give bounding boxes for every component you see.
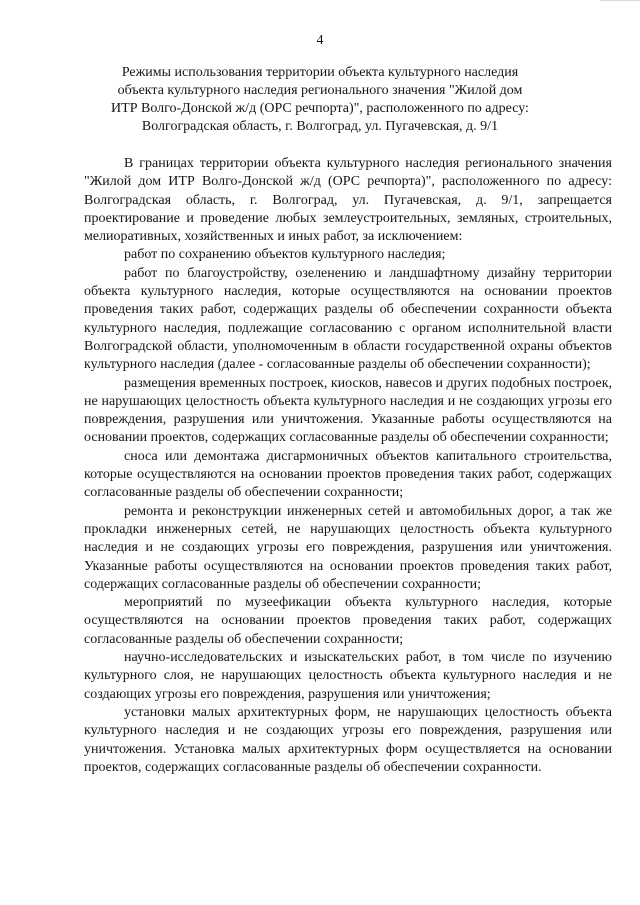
paragraph-item-temporary-buildings: размещения временных построек, киосков, навесов и других подобных построек, не нарушающих целостность объекта культурного наследия и не создающих угрозы его повреждения, разрушения или уничтожения. Указанные работы осуществляются на основании проектов, содержащих согласованные разделы об обеспечении сохранности; [84, 375, 612, 446]
paragraph-item-networks-roads: ремонта и реконструкции инженерных сетей и автомобильных дорог, а так же прокладки инженерных сетей, не нарушающих целостность объекта культурного наследия и не создающих угрозы его повреждения, разрушения или уничтожения. Указанные работы осуществляются на основании проектов проведения таких работ, содержащих согласованные разделы об обеспечении сохранности; [84, 503, 612, 592]
paragraph-item-museumification: мероприятий по музеефикации объекта культурного наследия, которые осуществляются на основании проектов проведения таких работ, содержащих согласованные разделы об обеспечении сохранности; [84, 595, 612, 647]
scan-edge-mark [600, 0, 640, 7]
paragraph-item-small-forms: установки малых архитектурных форм, не нарушающих целостность объекта культурного наследия и не создающих угрозы его повреждения, разрушения или уничтожения. Установка малых архитектурных форм осуществляется на основании проектов, содержащих согласованные разделы об обеспечении сохранности. [84, 704, 612, 775]
paragraph-item-landscaping: работ по благоустройству, озеленению и ландшафтному дизайну территории объекта культурного наследия, которые осуществляются на основании проектов проведения таких работ, содержащих разделы об обеспечении сохранности объекта культурного наследия, подлежащие согласованию с органом исполнительной власти Волгоградской области, уполномоченным в области государственной охраны объектов культурного наследия (далее - согласованные разделы об обеспечении сохранности); [84, 265, 612, 373]
page-number: 4 [316, 33, 324, 48]
document-body [84, 155, 612, 777]
paragraph-item-research: научно-исследовательских и изыскательских работ, в том числе по изучению культурного слоя, не нарушающих целостность объекта культурного наследия и не создающих угрозы его повреждения, разрушения или уничтожения; [84, 650, 612, 702]
paragraph-intro: В границах территории объекта культурного наследия регионального значения "Жилой дом ИТР Волго-Донской ж/д (ОРС речпорта)", расположенного по адресу: Волгоградская область, г. Волгоград, ул. Пугачевская, д. 9/1, запрещается проектирование и проведение любых землеустроительных, земляных, строительных, мелиоративных, хозяйственных и иных работ, за исключением: [84, 156, 612, 245]
document-title: Режимы использования территории объекта культурного наследия объекта культурного наследия регионального значения "Жилой дом ИТР Волго-Донской ж/д (ОРС речпорта)", расположенного по адресу: Волгоградская область, г. Волгоград, ул. Пугачевская, д. 9/1 [111, 65, 529, 134]
paragraph-item-demolition: сноса или демонтажа дисгармоничных объектов капитального строительства, которые осуществляются на основании проектов проведения таких работ, содержащих согласованные разделы об обеспечении сохранности; [84, 448, 612, 501]
paragraph-item-preservation: работ по сохранению объектов культурного наследия; [124, 247, 446, 263]
